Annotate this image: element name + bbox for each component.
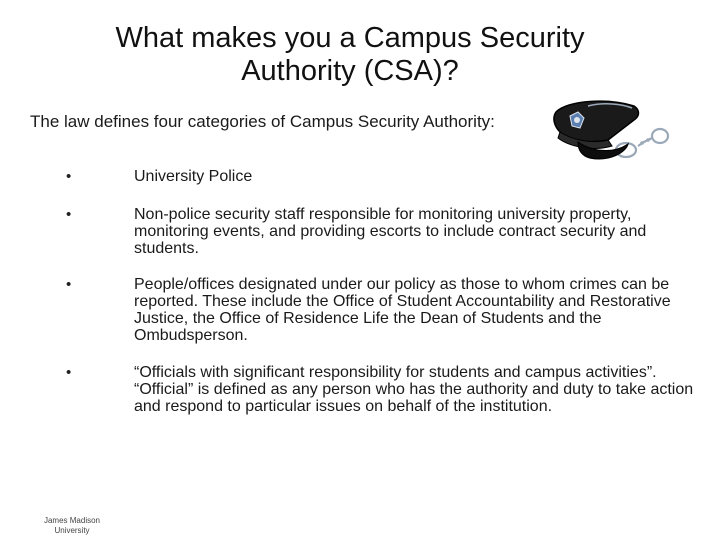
- bullet-text: “Officials with significant responsibility for students and campus activities”. “Official” is defined as any person who has the authority and duty to take action and respond to particular issues on behalf of the institution.: [134, 364, 694, 415]
- bullet-text: People/offices designated under our policy as those to whom crimes can be reported. These include the Office of Student Accountability and Restorative Justice, the Office of Residence Life the Dean of Students and the Ombudsperson.: [134, 276, 671, 344]
- bullet-marker: •: [66, 276, 72, 293]
- footer-university-name: James Madison University: [43, 516, 101, 535]
- intro-text: The law defines four categories of Campus Security Authority:: [30, 112, 495, 131]
- slide-title-line-1: What makes you a Campus Security: [115, 22, 585, 54]
- bullet-marker: •: [66, 206, 72, 223]
- slide-title-line-2: Authority (CSA)?: [241, 55, 459, 87]
- bullet-marker: •: [66, 364, 72, 381]
- bullet-text: University Police: [134, 168, 253, 185]
- bullet-text: Non-police security staff responsible for monitoring university property, monitoring events, and providing escorts to include contract security and students.: [134, 206, 647, 257]
- bullet-marker: •: [66, 168, 72, 185]
